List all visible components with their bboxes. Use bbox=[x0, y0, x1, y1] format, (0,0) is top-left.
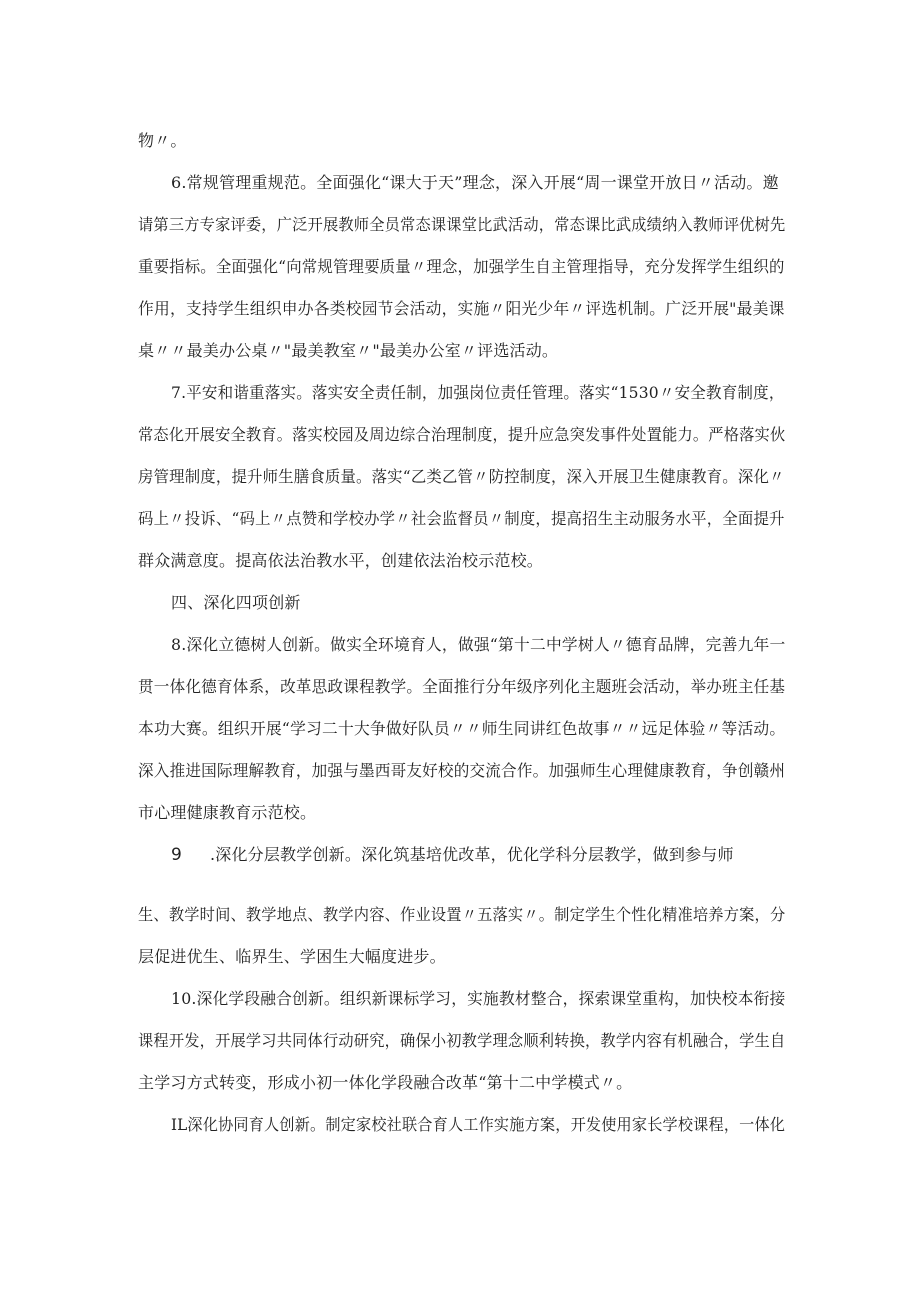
text-line: 层促进优生、临界生、学困生大幅度进步。 bbox=[138, 947, 446, 966]
text-line: 重要指标。全面强化“向常规管理要质量〃理念，加强学生自主管理指导，充分发挥学生组织的 bbox=[138, 257, 785, 276]
text-line: 作用，支持学生组织申办各类校园节会活动，实施〃阳光少年〃评选机制。广泛开展"最美课 bbox=[138, 299, 785, 318]
text-line: 群众满意度。提高依法治教水平，创建依法治校示范校。 bbox=[138, 551, 544, 570]
text-line: 桌〃〃最美办公桌〃"最美教室〃"最美办公室〃评选活动。 bbox=[138, 341, 559, 360]
item-number: 9 bbox=[171, 845, 183, 865]
text-line: 10.深化学段融合创新。组织新课标学习，实施教材整合，探索课堂重构，加快校本衔接 bbox=[171, 989, 786, 1008]
text-line: 房管理制度，提升师生膳食质量。落实“乙类乙管〃防控制度，深入开展卫生健康教育。深化〃 bbox=[138, 467, 785, 486]
text-line: 本功大赛。组织开展“学习二十大争做好队员〃〃师生同讲红色故事〃〃远足体验〃等活动。 bbox=[138, 719, 786, 738]
section-heading: 四、深化四项创新 bbox=[171, 593, 301, 612]
text-line: 物〃。 bbox=[138, 131, 187, 150]
text-line: .深化分层教学创新。深化筑基培优改革，优化学科分层教学，做到参与师 bbox=[210, 845, 734, 864]
text-line: 常态化开展安全教育。落实校园及周边综合治理制度，提升应急突发事件处置能力。严格落实伙 bbox=[138, 425, 786, 444]
text-line: 码上〃投诉、“码上〃点赞和学校办学〃社会监督员〃制度，提高招生主动服务水平，全面提升 bbox=[138, 509, 785, 528]
text-line: IL深化协同育人创新。制定家校社联合育人工作实施方案，开发使用家长学校课程，一体化 bbox=[171, 1115, 786, 1134]
text-line: 8.深化立德树人创新。做实全环境育人，做强“第十二中学树人〃德育品牌，完善九年一 bbox=[171, 635, 786, 654]
text-line: 课程开发，开展学习共同体行动研究，确保小初教学理念顺利转换，教学内容有机融合，学生自 bbox=[138, 1031, 786, 1050]
text-line: 生、教学时间、教学地点、教学内容、作业设置〃五落实〃。制定学生个性化精准培养方案，分 bbox=[138, 905, 786, 924]
text-line: 请第三方专家评委，广泛开展教师全员常态课课堂比武活动，常态课比武成绩纳入教师评优树先 bbox=[138, 215, 786, 234]
text-line: 6.常规管理重规范。全面强化“课大于天”理念，深入开展“周一课堂开放日〃活动。邀 bbox=[171, 173, 779, 192]
text-line: 深入推进国际理解教育，加强与墨西哥友好校的交流合作。加强师生心理健康教育，争创赣州 bbox=[138, 761, 786, 780]
text-line: 主学习方式转变，形成小初一体化学段融合改革“第十二中学模式〃。 bbox=[138, 1073, 633, 1092]
text-line: 市心理健康教育示范校。 bbox=[138, 803, 317, 822]
text-line: 7.平安和谐重落实。落实安全责任制，加强岗位责任管理。落实“1530〃安全教育制度， bbox=[171, 383, 785, 402]
text-line: 贯一体化德育体系，改革思政课程教学。全面推行分年级序列化主题班会活动，举办班主任基 bbox=[138, 677, 786, 696]
